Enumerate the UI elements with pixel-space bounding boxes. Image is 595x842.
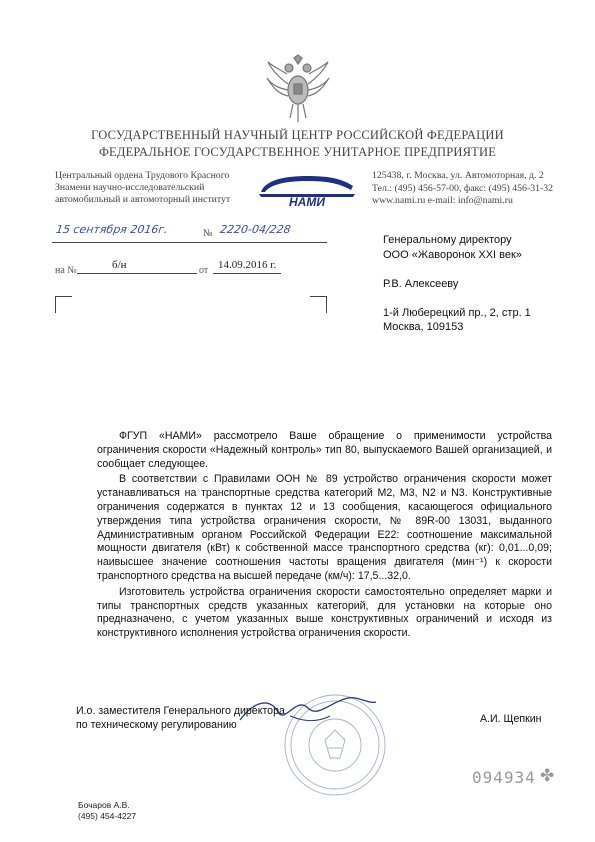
- contact-phone: Тел.: (495) 456-57-00, факс: (495) 456-31-32: [372, 182, 554, 194]
- nami-logo: [255, 172, 359, 208]
- institute-line: автомобильный и автомоторный институт: [55, 194, 231, 205]
- executor-phone: (495) 454-4227: [78, 811, 137, 821]
- executor-name: Бочаров А.В.: [78, 800, 130, 810]
- body-paragraph-1: ФГУП «НАМИ» рассмотрело Ваше обращение о применимости устройства ограничения скорости «Надежный контроль» тип 80, выпускаемого Вашей организацией, и сообщает следующее.: [97, 430, 552, 470]
- institute-description: [55, 170, 230, 206]
- contact-block: [372, 170, 553, 208]
- reference-number-line: [77, 273, 197, 274]
- addressee-company: ООО «Жаворонок XXI век»: [383, 248, 522, 261]
- body-paragraph-3: Изготовитель устройства ограничения скорости самостоятельно определяет марки и типы транспортных средств указанных категорий, для установки на которые оно предназначено, с учетом указанных выше конструктивных ограничений и исходя из конструктивного исполнения устройства ограничения скорости.: [97, 585, 552, 640]
- signatory-position-line2: по техническому регулированию: [76, 719, 237, 731]
- number-label: №: [203, 228, 213, 239]
- reference-number: б/н: [112, 259, 127, 271]
- institute-line: Знамени научно-исследовательский: [55, 182, 205, 193]
- addressee-position: Генеральному директору: [383, 234, 512, 246]
- reference-date-line: [213, 273, 281, 274]
- reference-prefix: на №: [55, 265, 77, 276]
- serial-mark-icon: ✤: [540, 766, 555, 785]
- org-title-line1: ГОСУДАРСТВЕННЫЙ НАУЧНЫЙ ЦЕНТР РОССИЙСКОЙ ФЕДЕРАЦИИ: [91, 128, 504, 142]
- address-window-corner-right: [310, 296, 327, 313]
- org-title-line2: ФЕДЕРАЛЬНОЕ ГОСУДАРСТВЕННОЕ УНИТАРНОЕ ПРЕДПРИЯТИЕ: [98, 145, 497, 159]
- addressee-city: Москва, 109153: [383, 321, 464, 333]
- coat-of-arms-icon: [265, 54, 331, 126]
- contact-web: www.nami.ru e-mail: info@nami.ru: [372, 195, 513, 206]
- handwritten-number: 2220-04/228: [219, 223, 292, 236]
- contact-address: 125438, г. Москва, ул. Автомоторная, д. 2: [372, 170, 544, 181]
- reference-date: 14.09.2016 г.: [218, 259, 277, 271]
- signatory-position: [76, 704, 285, 732]
- institute-line: Центральный ордена Трудового Красного: [55, 170, 230, 181]
- executor-footer: [78, 800, 136, 822]
- addressee-block: [383, 233, 531, 335]
- addressee-street: 1-й Люберецкий пр., 2, стр. 1: [383, 306, 531, 319]
- address-window-corner-left: [55, 296, 72, 313]
- addressee-spacer: [383, 291, 531, 306]
- handwritten-date: 15 сентября 2016г.: [55, 223, 169, 236]
- reference-from-label: от: [199, 265, 209, 276]
- addressee-name: Р.В. Алексееву: [383, 277, 459, 290]
- addressee-spacer: [383, 262, 531, 277]
- signatory-position-line1: И.о. заместителя Генерального директора: [76, 705, 285, 717]
- signatory-name: А.И. Щепкин: [480, 713, 542, 725]
- nami-logo-text: НАМИ: [289, 195, 325, 208]
- form-serial-number: 094934: [472, 768, 536, 787]
- body-paragraph-2: В соответствии с Правилами ООН № 89 устройство ограничения скорости может устанавливаться на транспортные средства категорий М2, М3, N2 и N3. Конструктивные ограничения содержатся в пунктах 12 и 13 сообщения, касающегося официального утверждения типа устройства ограничения скорости, № 89R-00 13031, выданного Административным органом Российской Федерации Е22: соотношение максимальной мощности двигателя (кВт) к собственной массе транспортного средства (кг): 0,01...0,09; наивысшее значение соотношения частоты вращения двигателя (мин⁻¹) к скорости транспортного средства на высшей передаче (км/ч): 17,5...32,0.: [97, 473, 552, 582]
- letter-body: [97, 430, 552, 643]
